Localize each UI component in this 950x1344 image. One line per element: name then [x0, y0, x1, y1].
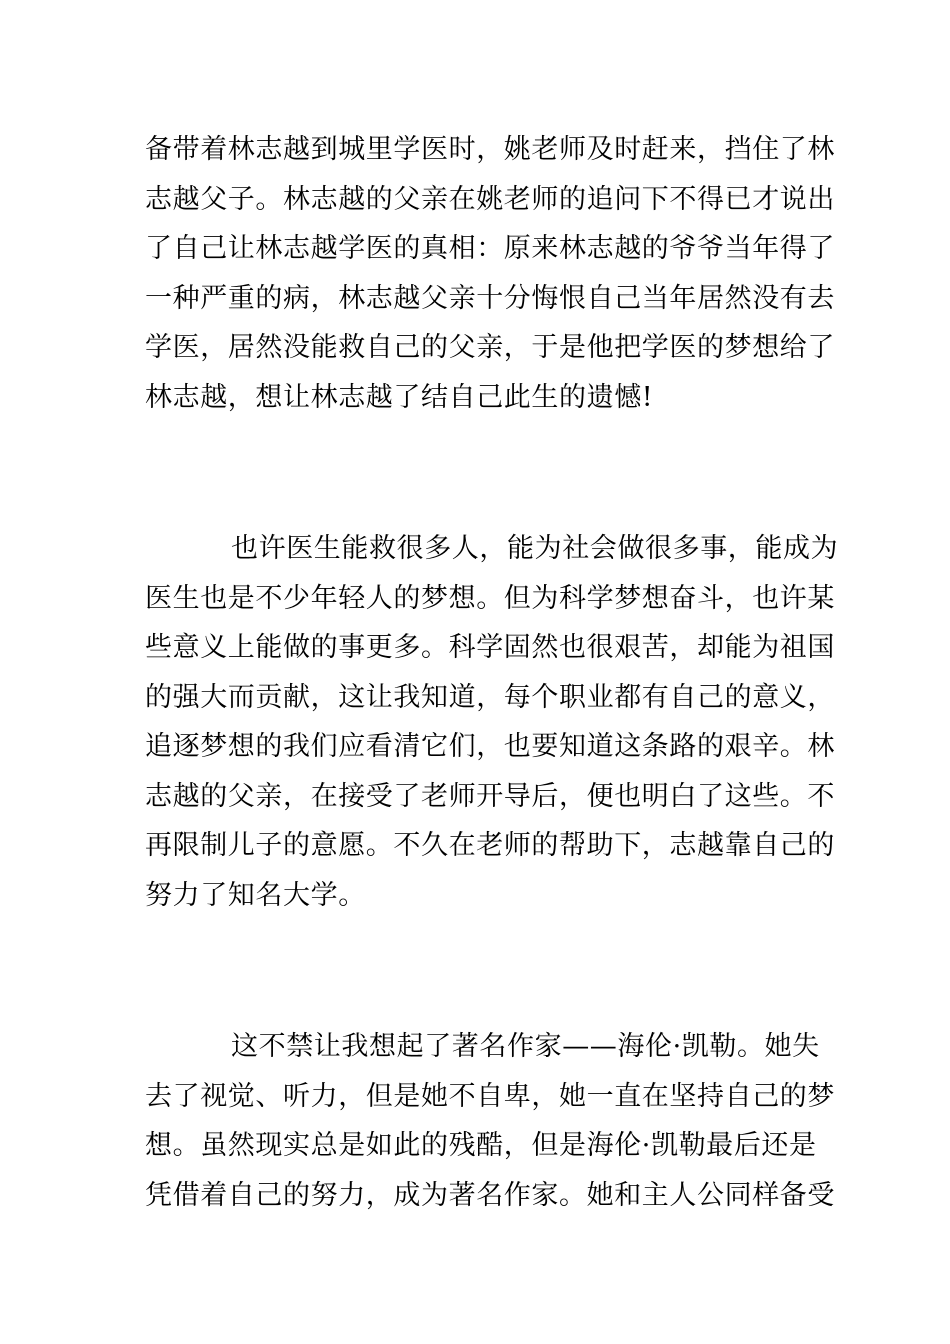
text-line: 凭借着自己的努力，成为著名作家。她和主人公同样备受: [145, 1179, 835, 1211]
text-line: 医生也是不少年轻人的梦想。但为科学梦想奋斗，也许某: [145, 582, 835, 614]
text-line: 些意义上能做的事更多。科学固然也很艰苦，却能为祖国: [145, 632, 835, 663]
paragraph-3: [145, 1022, 835, 1220]
text-line: 一种严重的病，林志越父亲十分悔恨自己当年居然没有去: [145, 282, 835, 314]
text-line: 努力了知名大学。: [145, 879, 366, 911]
text-line: 追逐梦想的我们应看清它们，也要知道这条路的艰辛。林: [145, 731, 835, 762]
text-line: 再限制儿子的意愿。不久在老师的帮助下，志越靠自己的: [145, 830, 835, 861]
paragraph-2: [145, 524, 839, 920]
text-line: 志越父子。林志越的父亲在姚老师的追问下不得已才说出: [145, 183, 835, 215]
text-line: 备带着林志越到城里学医时，姚老师及时赶来，挡住了林: [145, 134, 835, 165]
paragraph-1: [145, 125, 835, 422]
text-line: 去了视觉、听力，但是她不自卑，她一直在坚持自己的梦: [145, 1080, 835, 1112]
text-line-indented: 这不禁让我想起了著名作家——海伦·凯勒。她失: [231, 1031, 820, 1062]
text-line-indented: 也许医生能救很多人，能为社会做很多事，能成为: [231, 533, 839, 564]
text-line: 了自己让林志越学医的真相：原来林志越的爷爷当年得了: [145, 233, 835, 264]
text-line: 志越的父亲，在接受了老师开导后，便也明白了这些。不: [145, 780, 835, 812]
text-line: 学医，居然没能救自己的父亲，于是他把学医的梦想给了: [145, 332, 835, 363]
text-line: 的强大而贡献，这让我知道，每个职业都有自己的意义，: [145, 681, 835, 713]
text-line: 林志越，想让林志越了结自己此生的遗憾!: [145, 381, 654, 413]
text-line: 想。虽然现实总是如此的残酷，但是海伦·凯勒最后还是: [145, 1130, 817, 1161]
